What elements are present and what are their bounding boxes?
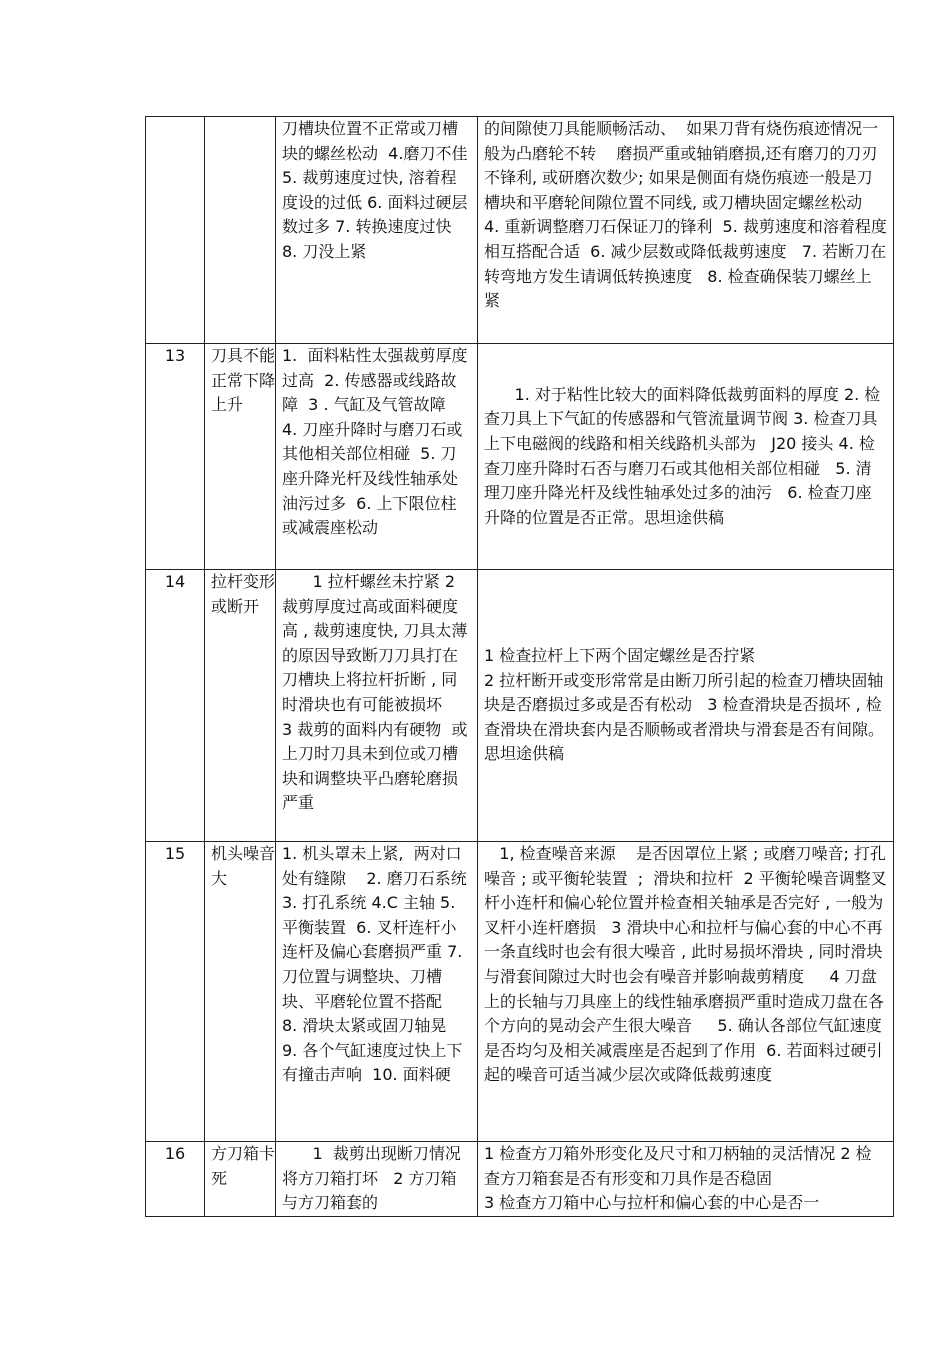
- table-row: [146, 1142, 894, 1217]
- fault-name-cell: 方刀箱卡死: [205, 1142, 276, 1217]
- row-number-cell: 15: [146, 842, 205, 1142]
- row-number-cell: [146, 117, 205, 344]
- cause-cell: 1 裁剪出现断刀情况将方刀箱打坏 2 方刀箱与方刀箱套的: [276, 1142, 478, 1217]
- cause-cell: 1. 面料粘性太强裁剪厚度过高 2. 传感器或线路故障 3 . 气缸及气管故障 4. 刀座升降时与磨刀石或其他相关部位相碰 5. 刀座升降光杆及线性轴承处油污过多 6. 上下限位柱或减震座松动: [276, 344, 478, 570]
- cause-cell: 刀槽块位置不正常或刀槽块的螺丝松动 4.磨刀不佳 5. 裁剪速度过快, 溶着程度设的过低 6. 面料过硬层数过多 7. 转换速度过快 8. 刀没上紧: [276, 117, 478, 344]
- solution-cell: 1, 检查噪音来源 是否因罩位上紧 ; 或磨刀噪音; 打孔噪音 ; 或平衡轮装置 ; 滑块和拉杆 2 平衡轮噪音调整叉杆小连杆和偏心轮位置并检查相关轴承是否完好 , 一般为叉杆小连杆磨损 3 滑块中心和拉杆与偏心套的中心不再一条直线时也会有很大噪音 , 此时易损坏滑块 , 同时滑块与滑套间隙过大时也会有噪音并影响裁剪精度 4 刀盘上的长轴与刀具座上的线性轴承磨损严重时造成刀盘在各个方向的晃动会产生很大噪音 5. 确认各部位气缸速度是否均匀及相关减震座是否起到了作用 6. 若面料过硬引起的噪音可适当减少层次或降低裁剪速度: [478, 842, 894, 1142]
- fault-name-cell: 机头噪音大: [205, 842, 276, 1142]
- fault-name-cell: [205, 117, 276, 344]
- table-row: [146, 344, 894, 570]
- row-number-cell: 13: [146, 344, 205, 570]
- fault-name-cell: 刀具不能正常下降上升: [205, 344, 276, 570]
- row-number-cell: 16: [146, 1142, 205, 1217]
- cause-cell: 1 拉杆螺丝未拧紧 2 裁剪厚度过高或面料硬度高 , 裁剪速度快, 刀具太薄的原因导致断刀刀具打在刀槽块上将拉杆折断 , 同时滑块也有可能被损坏 3 裁剪的面料内有硬物 或上刀时刀具未到位或刀槽块和调整块平凸磨轮磨损严重: [276, 570, 478, 842]
- fault-table: [145, 116, 894, 1217]
- fault-name-cell: 拉杆变形或断开: [205, 570, 276, 842]
- row-number-cell: 14: [146, 570, 205, 842]
- table-row: [146, 117, 894, 344]
- solution-cell: 1 检查拉杆上下两个固定螺丝是否拧紧 2 拉杆断开或变形常常是由断刀所引起的检查刀槽块固轴块是否磨损过多或是否有松动 3 检查滑块是否损坏 , 检查滑块在滑块套内是否顺畅或者滑块与滑套是否有间隙。思坦途供稿: [478, 570, 894, 842]
- table-row: [146, 570, 894, 842]
- solution-cell: 的间隙使刀具能顺畅活动、 如果刀背有烧伤痕迹情况一般为凸磨轮不转 磨损严重或轴销磨损,还有磨刀的刀刃不锋利, 或研磨次数少; 如果是侧面有烧伤痕迹一般是刀槽块和平磨轮间隙位置不同线, 或刀槽块固定螺丝松动 4. 重新调整磨刀石保证刀的锋利 5. 裁剪速度和溶着程度相互搭配合适 6. 减少层数或降低裁剪速度 7. 若断刀在转弯地方发生请调低转换速度 8. 检查确保装刀螺丝上紧: [478, 117, 894, 344]
- table-row: [146, 842, 894, 1142]
- solution-cell: 1 检查方刀箱外形变化及尺寸和刀柄轴的灵活情况 2 检查方刀箱套是否有形变和刀具作是否稳固 3 检查方刀箱中心与拉杆和偏心套的中心是否一: [478, 1142, 894, 1217]
- cause-cell: 1. 机头罩未上紧, 两对口处有缝隙 2. 磨刀石系统 3. 打孔系统 4.C 主轴 5. 平衡装置 6. 叉杆连杆小连杆及偏心套磨损严重 7. 刀位置与调整块、刀槽块、平磨轮位置不搭配 8. 滑块太紧或固刀轴晃 9. 各个气缸速度过快上下有撞击声响 10. 面料硬: [276, 842, 478, 1142]
- solution-cell: 1. 对于粘性比较大的面料降低裁剪面料的厚度 2. 检查刀具上下气缸的传感器和气管流量调节阀 3. 检查刀具上下电磁阀的线路和相关线路机头部为 J20 接头 4. 检查刀座升降时石否与磨刀石或其他相关部位相碰 5. 清理刀座升降光杆及线性轴承处过多的油污 6. 检查刀座升降的位置是否正常。思坦途供稿: [478, 344, 894, 570]
